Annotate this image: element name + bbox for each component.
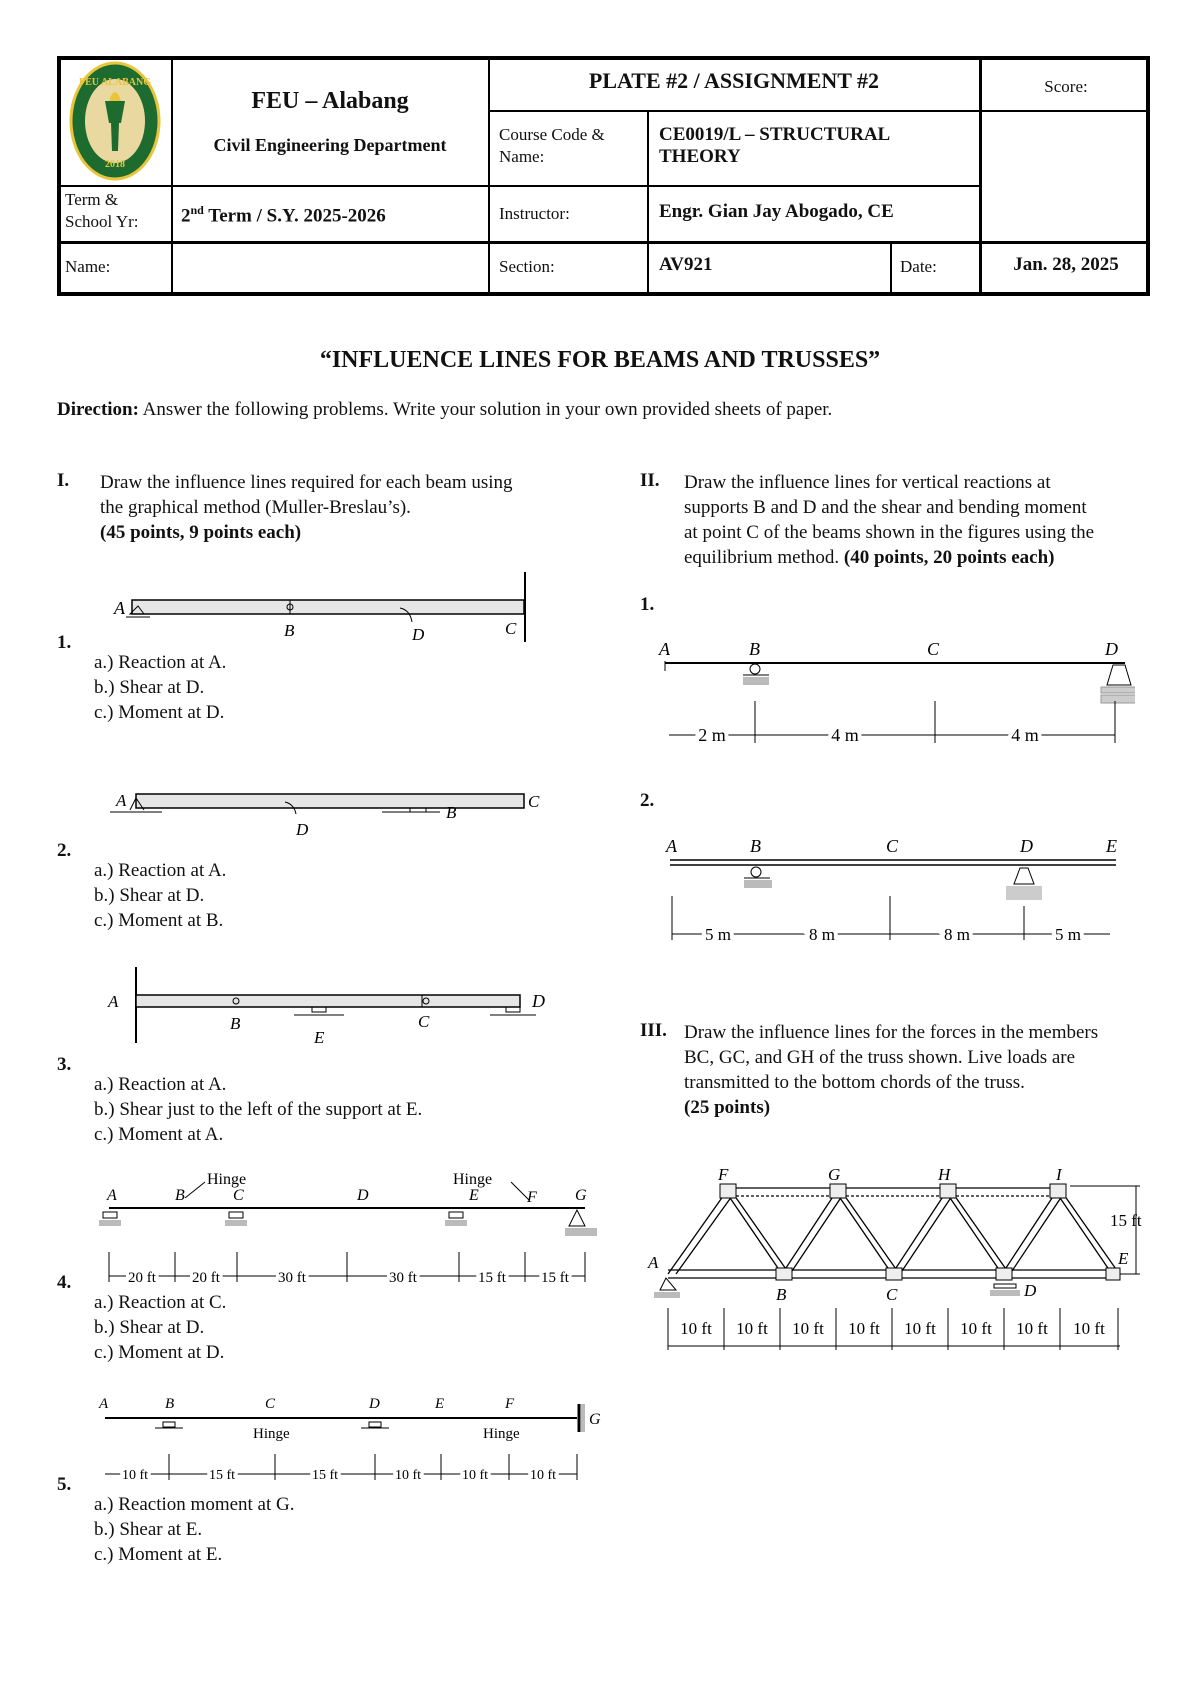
direction-text: Answer the following problems. Write your solution in your own provided sheets of paper.	[138, 399, 833, 420]
part3-line3: transmitted to the bottom chords of the truss.	[684, 1072, 1025, 1093]
truss-height: 15 ft	[1110, 1211, 1142, 1230]
label-g: G	[575, 1187, 587, 1204]
label-e: E	[435, 1396, 445, 1412]
label-f: F	[505, 1396, 515, 1412]
dim-label: 10 ft	[394, 1468, 422, 1483]
problem-items	[94, 650, 226, 725]
problem-items	[94, 1072, 422, 1147]
label-h: H	[938, 1165, 951, 1184]
problem-items	[94, 1492, 295, 1567]
label-g: G	[589, 1411, 601, 1428]
beam-figure-2	[100, 780, 560, 840]
label-a: A	[107, 1187, 117, 1204]
part3-instructions	[684, 1020, 1164, 1120]
label-d: D	[412, 625, 425, 644]
beam-figure-3	[100, 965, 560, 1053]
school-name: FEU – Alabang	[251, 88, 409, 114]
label-f: F	[718, 1165, 729, 1184]
term-label: Term & School Yr:	[65, 190, 139, 231]
beam-figure-ii-1	[655, 635, 1135, 750]
list-item: b.) Shear at E.	[94, 1519, 203, 1540]
part1-line1: Draw the influence lines required for each beam using	[100, 472, 513, 493]
label-a: A	[666, 836, 677, 856]
dim-label: 15 ft	[541, 1270, 569, 1286]
problem-number: 5.	[57, 1474, 72, 1495]
part2-line4a: equilibrium method.	[684, 547, 844, 568]
part3-line2: BC, GC, and GH of the truss shown. Live loads are	[684, 1047, 1076, 1068]
plate-title: PLATE #2 / ASSIGNMENT #2	[588, 68, 880, 93]
label-g: G	[828, 1165, 841, 1184]
dim-label: 10 ft	[848, 1319, 880, 1338]
list-item: a.) Reaction moment at G.	[94, 1494, 295, 1515]
instructor-label: Instructor:	[499, 204, 570, 223]
dim-label: 5 m	[705, 925, 731, 944]
name-label: Name:	[65, 257, 111, 276]
label-e: E	[314, 1028, 325, 1047]
part1-instructions	[100, 470, 580, 545]
dim-label: 15 ft	[478, 1270, 506, 1286]
logo-text: FEU ALABANG	[79, 77, 151, 88]
label-d: D	[296, 820, 309, 839]
department-name: Civil Engineering Department	[213, 135, 447, 155]
label-a: A	[659, 639, 670, 659]
label-c: C	[233, 1187, 244, 1204]
term-number: 2	[181, 205, 191, 227]
part2-line4	[684, 545, 1164, 570]
dim-label: 10 ft	[121, 1468, 149, 1483]
label-b: B	[776, 1285, 787, 1304]
dim-label: 10 ft	[904, 1319, 936, 1338]
divider	[979, 110, 1150, 112]
label-e: E	[469, 1187, 479, 1204]
list-item: b.) Shear at D.	[94, 1317, 205, 1338]
dim-label: 10 ft	[461, 1468, 489, 1483]
label-d: D	[1020, 836, 1033, 856]
label-c: C	[265, 1396, 276, 1412]
dim-label: 2 m	[698, 725, 726, 745]
label-a: A	[114, 598, 125, 618]
dim-label: 4 m	[831, 725, 859, 745]
dim-label: 30 ft	[389, 1270, 417, 1286]
dim-label: 20 ft	[128, 1270, 156, 1286]
label-c: C	[886, 836, 899, 856]
list-item: b.) Shear at D.	[94, 885, 205, 906]
dim-label: 4 m	[1011, 725, 1039, 745]
dim-label: 10 ft	[680, 1319, 712, 1338]
page-title: “INFLUENCE LINES FOR BEAMS AND TRUSSES”	[319, 347, 881, 373]
divider	[890, 243, 892, 296]
score-label: Score:	[1044, 77, 1088, 96]
section-value: AV921	[659, 254, 713, 275]
course-value: CE0019/L – STRUCTURAL THEORY	[659, 124, 890, 167]
dim-label: 10 ft	[792, 1319, 824, 1338]
truss-figure	[640, 1160, 1180, 1360]
problem-number: 4.	[57, 1272, 72, 1293]
list-item: c.) Moment at D.	[94, 1342, 225, 1363]
direction	[57, 397, 1157, 422]
term-sup: nd	[190, 203, 204, 217]
label-c: C	[418, 1012, 430, 1031]
dim-label: 20 ft	[192, 1270, 220, 1286]
beam-figure-ii-2	[660, 830, 1130, 945]
label-b: B	[175, 1187, 185, 1204]
label-c: C	[886, 1285, 898, 1304]
divider	[647, 110, 649, 296]
direction-label: Direction:	[57, 399, 139, 420]
label-b: B	[165, 1396, 175, 1412]
label-c: C	[528, 792, 540, 811]
label-e: E	[1106, 836, 1117, 856]
date-label: Date:	[900, 257, 937, 276]
part3-line1: Draw the influence lines for the forces in the members	[684, 1022, 1099, 1043]
label-a: A	[108, 992, 119, 1011]
part2-line3: at point C of the beams shown in the figures using the	[684, 522, 1095, 543]
list-item: a.) Reaction at C.	[94, 1292, 227, 1313]
term-rest: Term / S.Y. 2025-2026	[203, 205, 386, 227]
dim-label: 8 m	[944, 925, 970, 944]
label-b: B	[230, 1014, 241, 1033]
part2-points: (40 points, 20 points each)	[843, 547, 1055, 568]
logo-year: 2018	[105, 159, 125, 170]
label-b: B	[284, 621, 295, 640]
dim-label: 10 ft	[1073, 1319, 1105, 1338]
dim-label: 5 m	[1055, 925, 1081, 944]
dim-label: 8 m	[809, 925, 835, 944]
hinge-label: Hinge	[453, 1171, 493, 1188]
problem-number: 2.	[640, 790, 655, 811]
list-item: a.) Reaction at A.	[94, 860, 227, 881]
label-b: B	[446, 803, 457, 822]
problem-items	[94, 1290, 226, 1365]
divider	[488, 110, 980, 112]
beam-figure-1	[100, 570, 540, 645]
label-d: D	[532, 991, 545, 1011]
label-d: D	[369, 1396, 380, 1412]
label-e: E	[1118, 1249, 1129, 1268]
instructor-value: Engr. Gian Jay Abogado, CE	[659, 201, 894, 222]
label-c: C	[927, 639, 940, 659]
part3-points: (25 points)	[684, 1097, 771, 1118]
list-item: b.) Shear just to the left of the support at E.	[94, 1099, 423, 1120]
part2-instructions	[684, 470, 1164, 570]
part2-line1: Draw the influence lines for vertical reactions at	[684, 472, 1051, 493]
label-f: F	[527, 1189, 537, 1206]
part1-points: (45 points, 9 points each)	[100, 522, 302, 543]
date-value: Jan. 28, 2025	[1013, 254, 1119, 275]
label-c: C	[505, 619, 517, 638]
label-i: I	[1056, 1165, 1062, 1184]
section-label: Section:	[499, 257, 555, 276]
part1-numeral: I.	[57, 470, 70, 491]
part2-numeral: II.	[640, 470, 660, 491]
list-item: c.) Moment at B.	[94, 910, 224, 931]
dim-label: 10 ft	[736, 1319, 768, 1338]
name-field[interactable]	[173, 246, 487, 294]
list-item: c.) Moment at D.	[94, 702, 225, 723]
list-item: a.) Reaction at A.	[94, 1074, 227, 1095]
hinge-label: Hinge	[483, 1426, 520, 1442]
beam-figure-5	[95, 1388, 615, 1488]
term-value	[181, 199, 481, 227]
header-table	[57, 56, 1150, 296]
label-b: B	[749, 639, 760, 659]
beam-figure-4	[95, 1170, 615, 1290]
label-a: A	[116, 791, 127, 810]
dim-label: 30 ft	[278, 1270, 306, 1286]
dim-label: 15 ft	[208, 1468, 236, 1483]
part3-numeral: III.	[640, 1020, 667, 1041]
part1-line2: the graphical method (Muller-Breslau’s).	[100, 497, 411, 518]
hinge-label: Hinge	[253, 1426, 290, 1442]
feu-logo	[69, 61, 161, 181]
dim-label: 10 ft	[529, 1468, 557, 1483]
list-item: b.) Shear at D.	[94, 677, 205, 698]
dim-label: 15 ft	[311, 1468, 339, 1483]
problem-number: 2.	[57, 840, 72, 861]
divider	[57, 185, 980, 187]
label-b: B	[750, 836, 761, 856]
dim-label: 10 ft	[1016, 1319, 1048, 1338]
list-item: c.) Moment at A.	[94, 1124, 224, 1145]
divider	[57, 241, 1150, 244]
problem-items	[94, 858, 226, 933]
list-item: a.) Reaction at A.	[94, 652, 227, 673]
label-a: A	[648, 1253, 659, 1272]
label-d: D	[1024, 1281, 1037, 1300]
hinge-label: Hinge	[207, 1171, 247, 1188]
part2-line2: supports B and D and the shear and bending moment	[684, 497, 1087, 518]
problem-number: 1.	[640, 594, 655, 615]
course-label: Course Code & Name:	[499, 125, 605, 166]
problem-number: 1.	[57, 632, 72, 653]
list-item: c.) Moment at E.	[94, 1544, 223, 1565]
label-a: A	[99, 1396, 109, 1412]
dim-label: 10 ft	[960, 1319, 992, 1338]
problem-number: 3.	[57, 1054, 72, 1075]
label-d: D	[1105, 639, 1118, 659]
label-d: D	[357, 1187, 369, 1204]
